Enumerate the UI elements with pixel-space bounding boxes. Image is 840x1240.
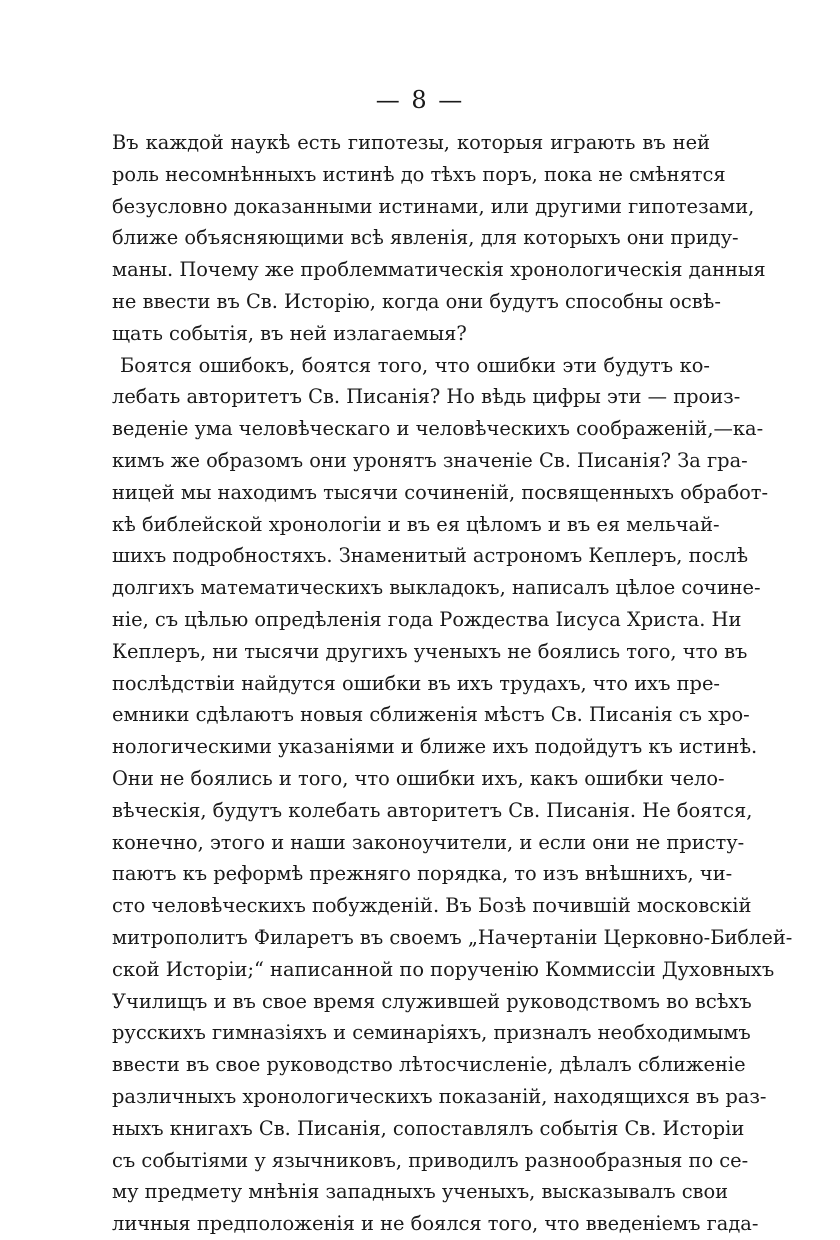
text-line: сто человѣческихъ побужденій. Въ Бозѣ почившій московскій	[112, 894, 752, 918]
text-line: шихъ подробностяхъ. Знаменитый астрономъ Кеплеръ, послѣ	[112, 544, 749, 568]
text-line: веденіе ума человѣческаго и человѣческихъ соображеній,—ка-	[112, 417, 764, 441]
text-line: паютъ къ реформѣ прежняго порядка, то изъ внѣшнихъ, чи-	[112, 862, 733, 886]
text-line: му предмету мнѣнія западныхъ ученыхъ, высказывалъ свои	[112, 1180, 729, 1204]
text-line: емники сдѣлаютъ новыя сближенія мѣстъ Св. Писанія съ хро-	[112, 703, 750, 727]
text-line: ввести въ свое руководство лѣтосчисленіе, дѣлалъ сближеніе	[112, 1053, 746, 1077]
text-line: послѣдствіи найдутся ошибки въ ихъ трудахъ, что ихъ пре-	[112, 671, 720, 695]
text-line: кимъ же образомъ они уронятъ значеніе Св. Писанія? За гра-	[112, 448, 748, 472]
text-line: Боятся ошибокъ, боятся того, что ошибки эти будутъ ко-	[120, 353, 710, 377]
body-text	[112, 127, 793, 1240]
text-line: ныхъ книгахъ Св. Писанія, сопоставлялъ событія Св. Исторіи	[112, 1116, 745, 1140]
text-line: съ событіями у язычниковъ, приводилъ разнообразныя по се-	[112, 1148, 749, 1172]
text-line: ской Исторіи;“ написанной по порученію Коммиссіи Духовныхъ	[112, 957, 775, 981]
text-line: различныхъ хронологическихъ показаній, находящихся въ раз-	[112, 1084, 767, 1108]
text-line: конечно, этого и наши законоучители, и если они не присту-	[112, 830, 745, 854]
text-line: безусловно доказанными истинами, или другими гипотезами,	[112, 194, 755, 218]
text-line: ницей мы находимъ тысячи сочиненій, посвященныхъ обработ-	[112, 480, 769, 504]
text-line: кѣ библейской хронологіи и въ ея цѣломъ и въ ея мельчай-	[112, 512, 720, 536]
text-line: Они не боялись и того, что ошибки ихъ, какъ ошибки чело-	[112, 766, 725, 790]
text-line: Въ каждой наукѣ есть гипотезы, которыя играють въ ней	[112, 131, 710, 154]
text-line: Кеплеръ, ни тысячи другихъ ученыхъ не боялись того, что въ	[112, 639, 748, 663]
text-line: Училищъ и въ свое время служившей руководствомъ во всѣхъ	[112, 989, 752, 1013]
text-line: ближе объясняющими всѣ явленія, для которыхъ они приду-	[112, 226, 739, 250]
text-line: маны. Почему же проблемматическія хронологическія данныя	[112, 258, 766, 282]
page-number: — 8 —	[375, 86, 465, 114]
text-line: нологическими указаніями и ближе ихъ подойдутъ къ истинѣ.	[112, 735, 758, 759]
text-line: щать событія, въ ней излагаемыя?	[112, 321, 467, 345]
text-line: лебать авторитетъ Св. Писанія? Но вѣдь цифры эти — произ-	[112, 385, 741, 409]
text-line: личныя предположенія и не боялся того, что введеніемъ гада-	[112, 1212, 759, 1236]
text-line: роль несомнѣнныхъ истинѣ до тѣхъ поръ, пока не смѣнятся	[112, 162, 726, 186]
text-line: русскихъ гимназіяхъ и семинаріяхъ, призналъ необходимымъ	[112, 1021, 751, 1045]
text-line: ніе, съ цѣлью опредѣленія года Рождества Іисуса Христа. Ни	[112, 607, 742, 631]
text-line: не ввести въ Св. Исторію, когда они будутъ способны освѣ-	[112, 289, 721, 313]
text-line: вѣческія, будутъ колебать авторитетъ Св. Писанія. Не боятся,	[112, 798, 753, 822]
text-line: долгихъ математическихъ выкладокъ, написалъ цѣлое сочине-	[112, 576, 761, 600]
text-line: митрополитъ Филаретъ въ своемъ „Начертаніи Церковно-Библей-	[112, 925, 793, 949]
